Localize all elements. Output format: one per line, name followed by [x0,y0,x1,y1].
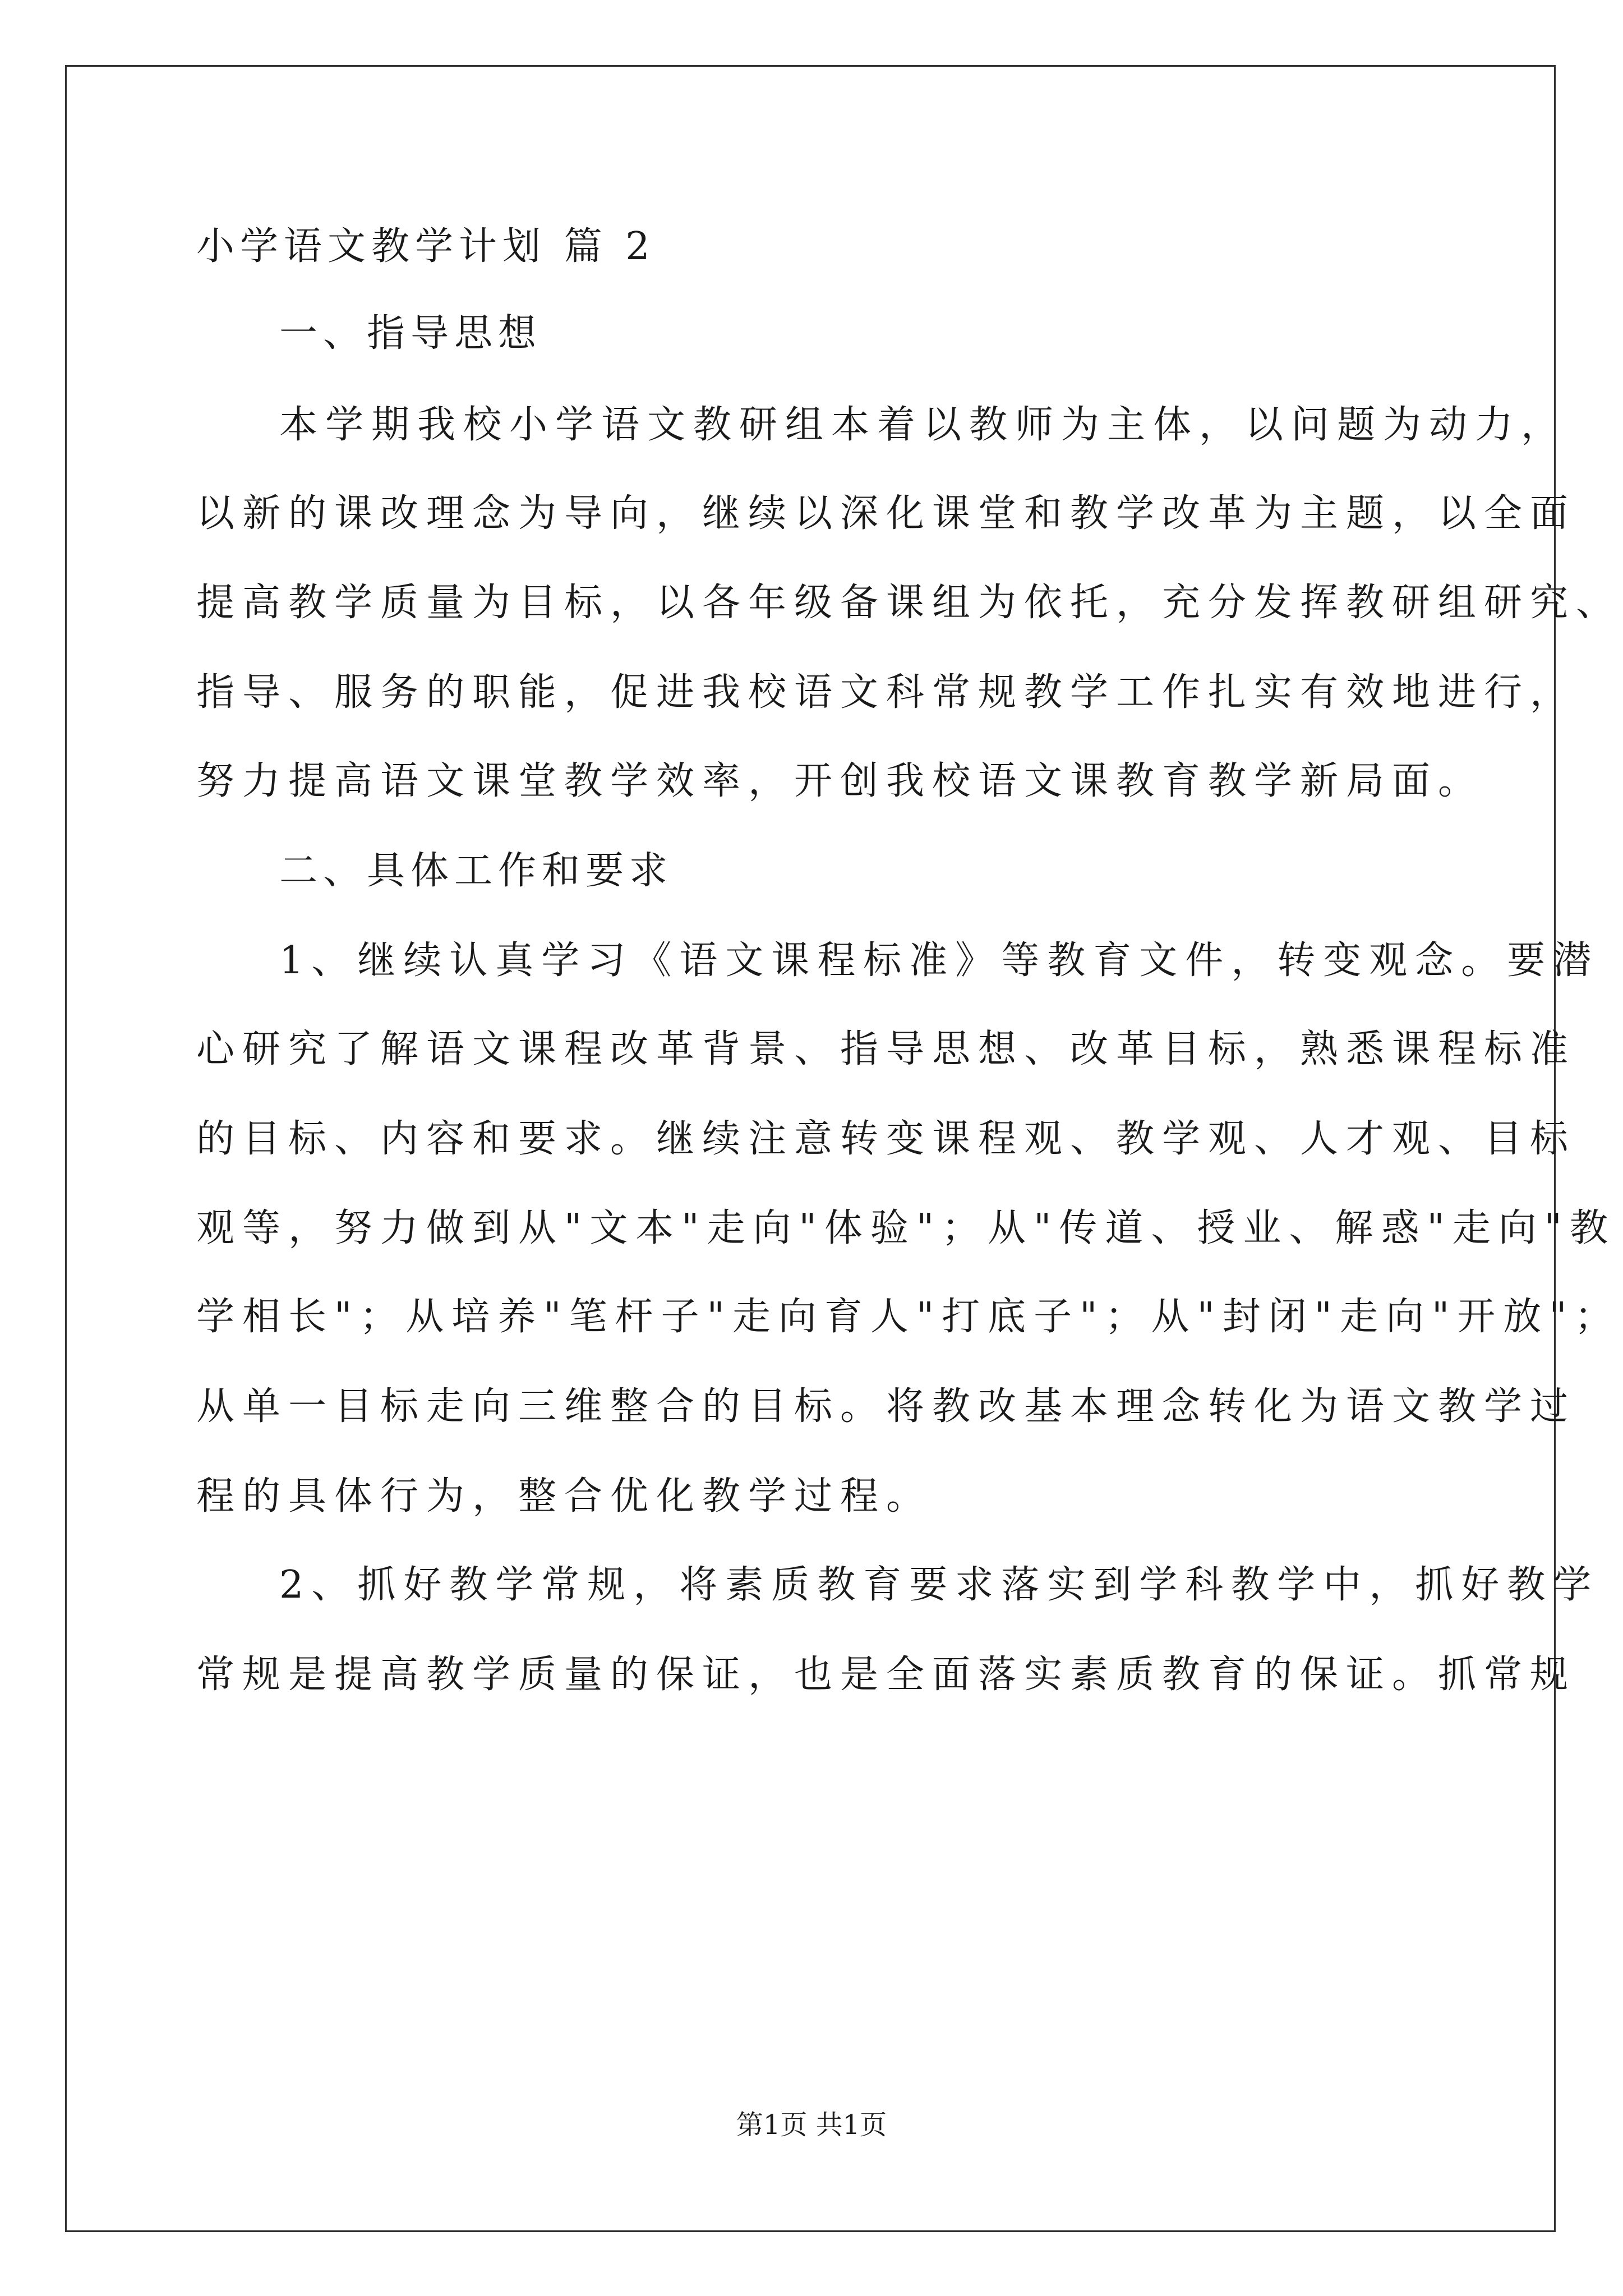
section-heading-work-requirements: 二、具体工作和要求 [279,849,674,893]
page-footer: 第1页 共1页 [736,2109,887,2141]
paragraph-line: 程的具体行为，整合优化教学过程。 [196,1474,933,1519]
paragraph-line: 本学期我校小学语文教研组本着以教师为主体，以问题为动力， [279,403,1567,447]
paragraph-line: 从单一目标走向三维整合的目标。将教改基本理念转化为语文教学过 [196,1384,1576,1429]
paragraph-line: 以新的课改理念为导向，继续以深化课堂和教学改革为主题，以全面 [196,491,1576,536]
section-heading-guiding-ideology: 一、指导思想 [279,311,542,356]
paragraph-line: 的目标、内容和要求。继续注意转变课程观、教学观、人才观、目标 [196,1117,1576,1161]
paragraph-line: 心研究了解语文课程改革背景、指导思想、改革目标，熟悉课程标准 [196,1027,1576,1071]
paragraph-line: 1、继续认真学习《语文课程标准》等教育文件，转变观念。要潜 [279,938,1599,983]
paragraph-line: 提高教学质量为目标，以各年级备课组为依托，充分发挥教研组研究、 [196,581,1622,625]
document-title: 小学语文教学计划 篇 2 [196,224,656,269]
paragraph-line: 努力提高语文课堂教学效率，开创我校语文课教育教学新局面。 [196,759,1484,803]
paragraph-line: 指导、服务的职能，促进我校语文科常规教学工作扎实有效地进行， [196,670,1576,715]
paragraph-line: 2、抓好教学常规，将素质教育要求落实到学科教学中，抓好教学 [279,1563,1599,1607]
paragraph-line: 学相长"；从培养"笔杆子"走向育人"打底子"；从"封闭"走向"开放"； [196,1295,1621,1339]
paragraph-line: 常规是提高教学质量的保证，也是全面落实素质教育的保证。抓常规 [196,1653,1576,1697]
paragraph-line: 观等，努力做到从"文本"走向"体验"；从"传道、授业、解惑"走向"教 [196,1206,1616,1250]
